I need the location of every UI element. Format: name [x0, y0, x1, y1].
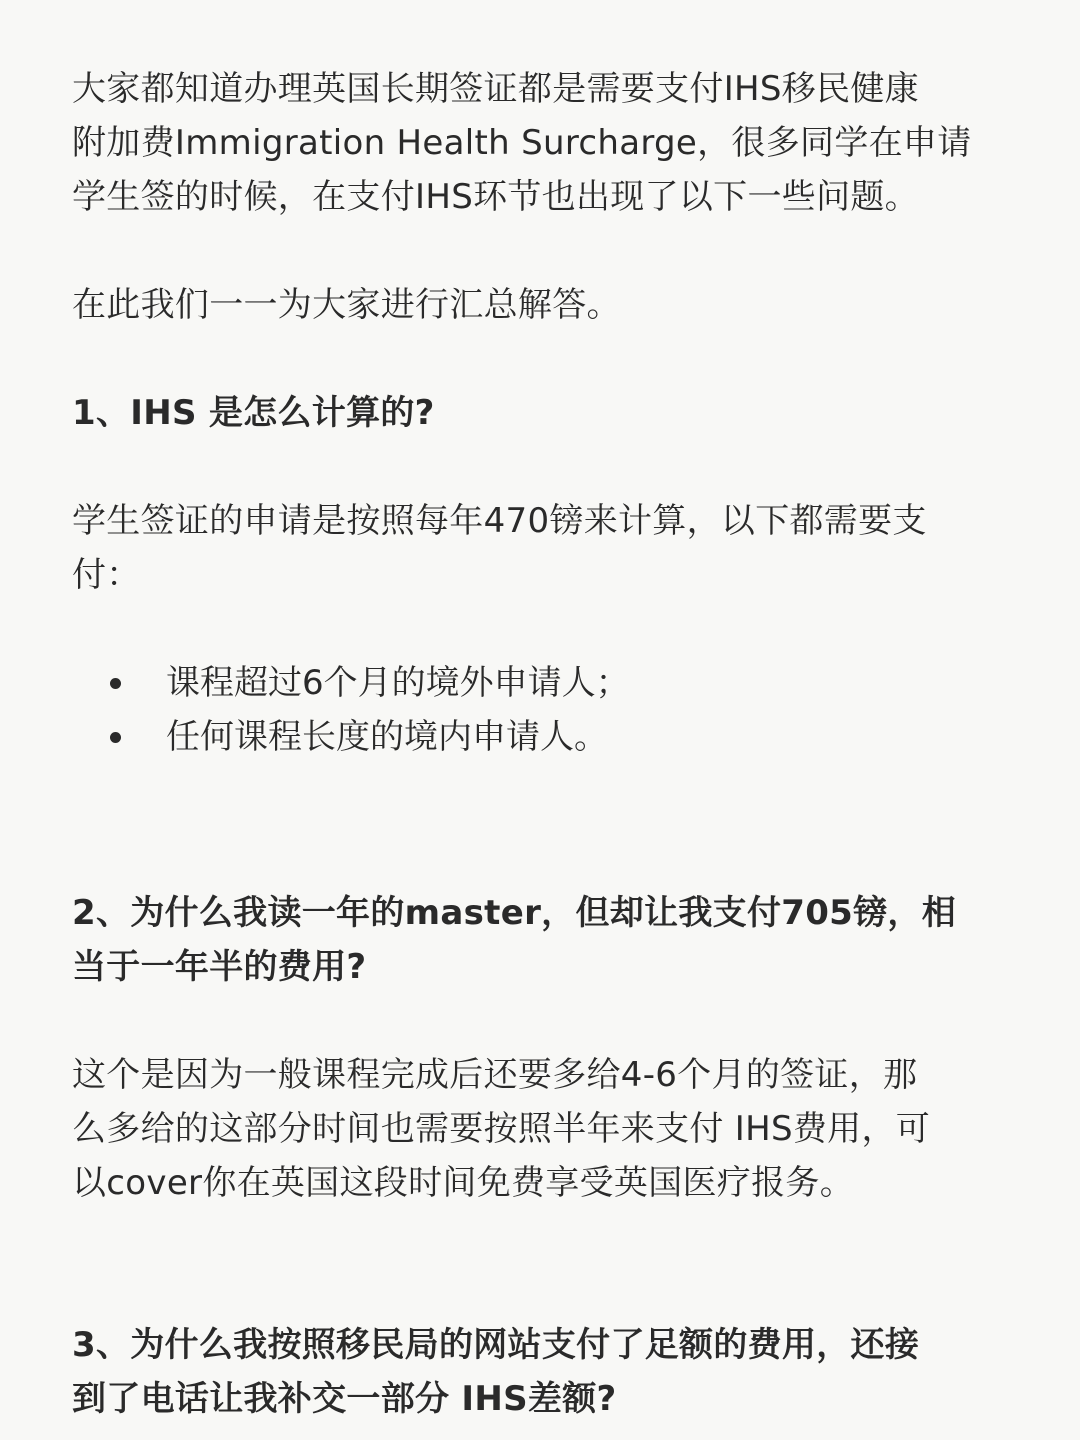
section-1-heading: 1、IHS 是怎么计算的?: [72, 393, 435, 433]
section-2-body-line-1: 这个是因为一般课程完成后还要多给4-6个月的签证，那: [72, 1055, 918, 1095]
bullet-dot-icon: [110, 678, 121, 689]
section-2-heading-line-1: 2、为什么我读一年的master，但却让我支付705镑，相: [72, 893, 957, 933]
section-3-heading-line-2: 到了电话让我补交一部分 IHS差额?: [72, 1379, 617, 1419]
section-2-heading-line-2: 当于一年半的费用?: [72, 947, 367, 987]
section-2-body-line-2: 么多给的这部分时间也需要按照半年来支付 IHS费用，可: [72, 1109, 931, 1149]
bullet-dot-icon: [110, 732, 121, 743]
section-2-body-line-3: 以cover你在英国这段时间免费享受英国医疗报务。: [72, 1163, 855, 1203]
bullet-text: 任何课程长度的境内申请人。: [166, 717, 608, 757]
section-1-bullet-list: [72, 656, 1022, 764]
intro-line-1: 大家都知道办理英国长期签证都是需要支付IHS移民健康: [72, 69, 919, 109]
summary-text: 在此我们一一为大家进行汇总解答。: [72, 285, 621, 325]
intro-line-2: 附加费Immigration Health Surcharge，很多同学在申请: [72, 123, 972, 163]
bullet-text: 课程超过6个月的境外申请人；: [166, 663, 630, 703]
section-1-body-line-1: 学生签证的申请是按照每年470镑来计算，以下都需要支: [72, 501, 927, 541]
section-1-body-line-2: 付：: [72, 555, 141, 595]
intro-line-3: 学生签的时候，在支付IHS环节也出现了以下一些问题。: [72, 177, 919, 217]
section-3-heading-line-1: 3、为什么我按照移民局的网站支付了足额的费用，还接: [72, 1325, 920, 1365]
list-item: [72, 656, 1022, 710]
list-item: [72, 710, 1022, 764]
